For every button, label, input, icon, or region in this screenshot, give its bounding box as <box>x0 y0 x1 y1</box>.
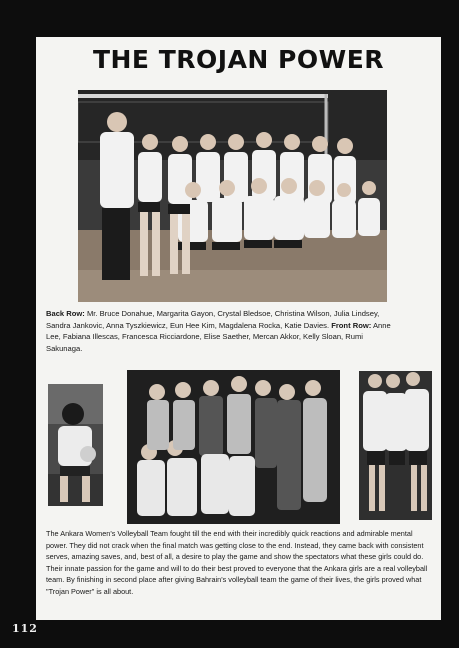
team-photo <box>78 90 387 302</box>
front-row-names: Anne Lee, Fabiana Illescas, Francesca Ricciardone, Elise Saether, Mercan Akkor, Kelly Sloan, Rumi Sakunaga. <box>46 320 391 353</box>
yearbook-page <box>36 37 441 620</box>
page-number: 112 <box>12 622 38 635</box>
back-row-label: Back Row: <box>46 309 85 318</box>
player-sitting-photo <box>48 384 103 506</box>
team-party-photo <box>127 370 340 524</box>
front-row-label: Front Row: <box>331 320 372 330</box>
team-roster-caption <box>46 308 396 354</box>
players-hugging-photo <box>359 371 432 520</box>
back-row-names: Mr. Bruce Donahue, Margarita Gayon, Crystal Bledsoe, Christina Wilson, Julia Lindsey, Sandra Jankovic, Anna Tyszkiewicz, Eun Hee Kim, Magdalena Rocka, Katie Davies. <box>46 309 380 330</box>
story-text: The Ankara Women's Volleyball Team fought till the end with their incredibly quick reactions and admirable mental power. They did not crack when the final match was getting close to the end. Instead, they came back with consistent serves, amazing saves, and, best of all, a desire to play the game and show the spectators what these girls could do. Their innate passion for the game and will to do their best proved to everyone that the Ankara girls are a real volleyball team. By finishing in second place after giving Bahrain's volleyball team the game of their lives, the girls proved what "Trojan Power" is all about. <box>46 529 428 596</box>
page-title: THE TROJAN POWER <box>92 45 385 74</box>
